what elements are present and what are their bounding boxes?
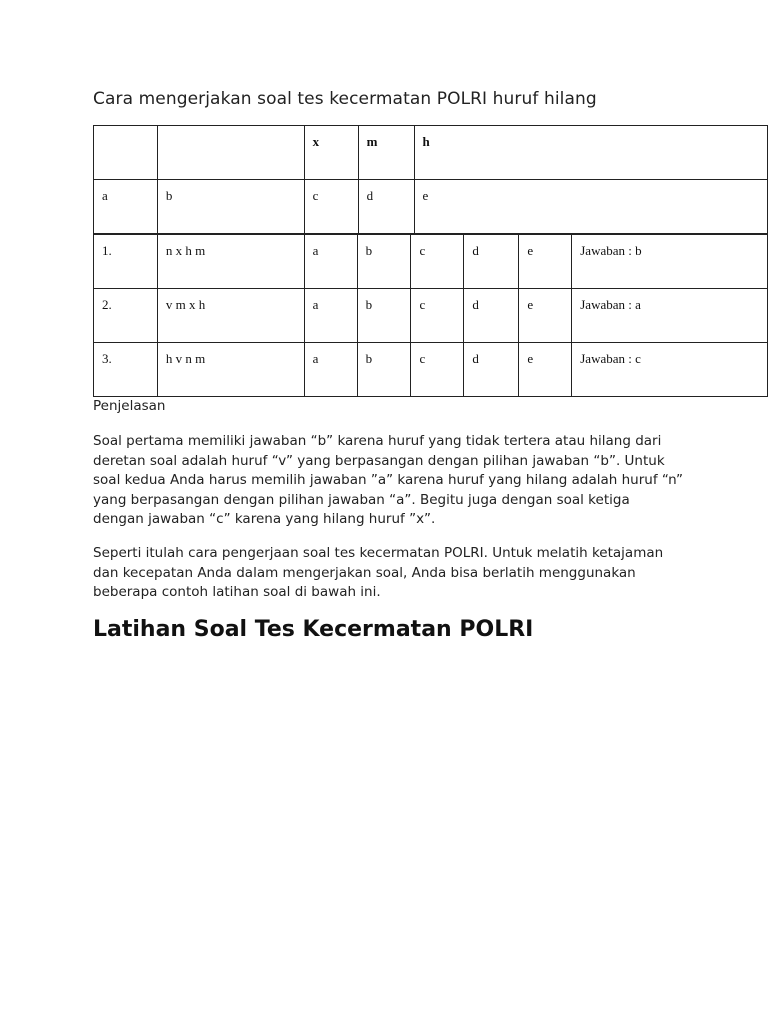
- table-row: [94, 235, 768, 289]
- key-option: b: [157, 180, 304, 234]
- answer: Jawaban : a: [572, 289, 768, 343]
- answer: Jawaban : c: [572, 343, 768, 397]
- key-option: d: [358, 180, 414, 234]
- section-heading: Latihan Soal Tes Kecermatan POLRI: [93, 617, 534, 642]
- option-e: e: [519, 343, 572, 397]
- table-row: [94, 289, 768, 343]
- key-letter: h: [414, 126, 767, 180]
- option-e: e: [519, 289, 572, 343]
- key-letter: x: [304, 126, 358, 180]
- option-a: a: [304, 235, 357, 289]
- option-c: c: [411, 343, 464, 397]
- option-b: b: [357, 343, 411, 397]
- key-option: e: [414, 180, 767, 234]
- option-b: b: [357, 289, 411, 343]
- answer: Jawaban : b: [572, 235, 768, 289]
- question-letters: h v n m: [157, 343, 304, 397]
- table-row: [94, 343, 768, 397]
- question-number: 1.: [94, 235, 158, 289]
- question-letters: n x h m: [157, 235, 304, 289]
- key-letter: m: [358, 126, 414, 180]
- option-d: d: [464, 343, 519, 397]
- option-e: e: [519, 235, 572, 289]
- key-option: c: [304, 180, 358, 234]
- page-title: Cara mengerjakan soal tes kecermatan POLRI huruf hilang: [93, 89, 597, 109]
- explanation-paragraph: Soal pertama memiliki jawaban “b” karena huruf yang tidak tertera atau hilang dari deretan soal adalah huruf “v” yang berpasangan dengan pilihan jawaban “b”. Untuk soal kedua Anda harus memilih jawaban ”a” karena huruf yang hilang adalah huruf “n” yang berpasangan dengan pilihan jawaban “a”. Begitu juga dengan soal ketiga dengan jawaban “c” karena yang hilang huruf ”x”.: [93, 433, 683, 528]
- option-c: c: [411, 289, 464, 343]
- key-cell: [94, 126, 158, 180]
- option-d: d: [464, 235, 519, 289]
- key-table: [93, 125, 768, 234]
- question-table: [93, 234, 768, 397]
- key-cell: [157, 126, 304, 180]
- key-option: a: [94, 180, 158, 234]
- closing-paragraph: Seperti itulah cara pengerjaan soal tes kecermatan POLRI. Untuk melatih ketajaman dan kecepatan Anda dalam mengerjakan soal, Anda bisa berlatih menggunakan beberapa contoh latihan soal di bawah ini.: [93, 545, 664, 601]
- question-letters: v m x h: [157, 289, 304, 343]
- option-d: d: [464, 289, 519, 343]
- option-c: c: [411, 235, 464, 289]
- explanation-label: Penjelasan: [93, 398, 166, 414]
- key-options-row: [94, 180, 768, 234]
- question-number: 2.: [94, 289, 158, 343]
- key-letters-row: [94, 126, 768, 180]
- option-b: b: [357, 235, 411, 289]
- option-a: a: [304, 289, 357, 343]
- question-number: 3.: [94, 343, 158, 397]
- option-a: a: [304, 343, 357, 397]
